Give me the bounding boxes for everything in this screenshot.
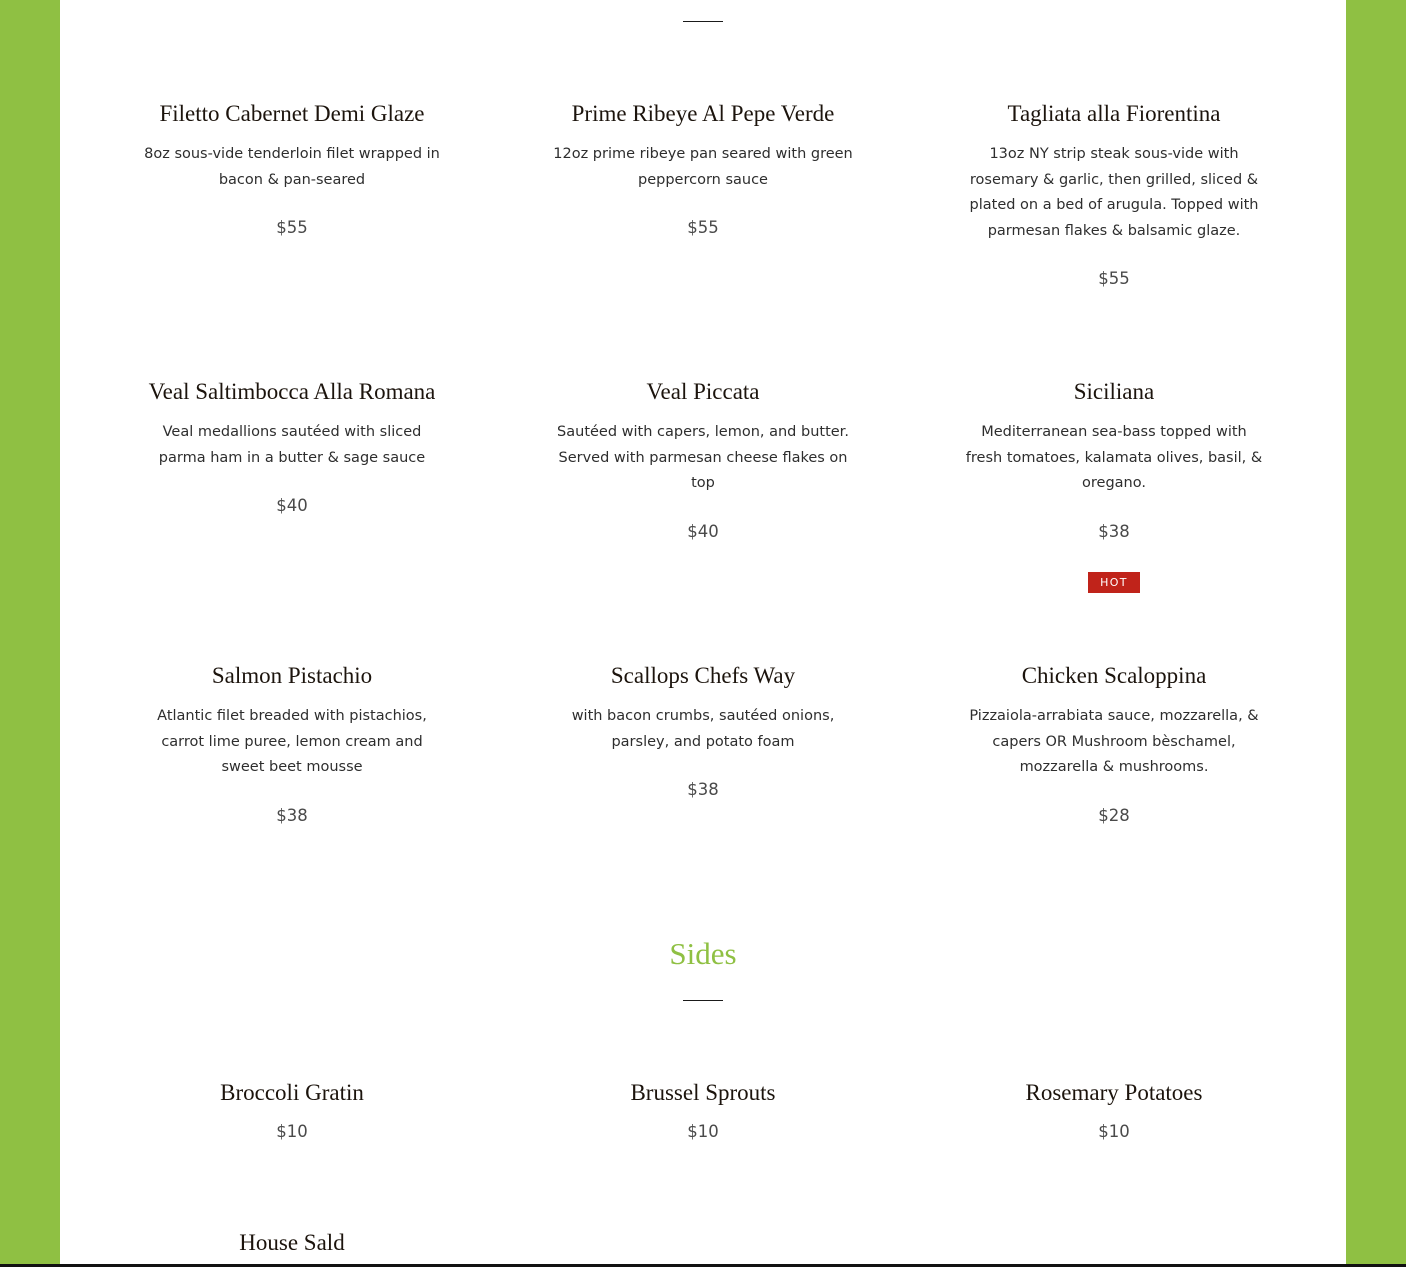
item-price: $55 [687,218,719,238]
item-name: Scallops Chefs Way [610,663,796,688]
item-description: Mediterranean sea-bass topped with fresh tomatoes, kalamata olives, basil, & oregano. [965,424,1263,492]
hot-badge: HOT [1088,572,1140,593]
item-price: $38 [276,805,308,825]
item-name: Brussel Sprouts [630,1080,776,1105]
item-name: Veal Piccata [646,379,760,404]
menu-item [954,662,1274,827]
item-price: $55 [1098,269,1130,289]
item-name: Tagliata alla Fiorentina [1007,101,1221,126]
item-description: Atlantic filet breaded with pistachios, carrot lime puree, lemon cream and sweet beet mousse [157,708,427,776]
item-description: Veal medallions sautéed with sliced parma ham in a butter & sage sauce [158,424,426,466]
item-name: Filetto Cabernet Demi Glaze [159,101,425,126]
item-price: $38 [687,780,719,800]
menu-item [543,1079,863,1143]
section-title-sides: Sides [669,936,737,971]
item-name: Broccoli Gratin [220,1080,364,1105]
section-divider [683,1000,723,1001]
menu-item [132,378,452,517]
item-price: $40 [687,521,719,541]
menu-item [543,378,863,543]
item-description: 12oz prime ribeye pan seared with green peppercorn sauce [553,146,853,188]
menu-item [132,100,452,239]
item-price: $38 [1098,521,1130,541]
item-description: Sautéed with capers, lemon, and butter. Served with parmesan cheese flakes on top [557,424,849,492]
item-name: Prime Ribeye Al Pepe Verde [571,101,835,126]
item-description: with bacon crumbs, sautéed onions, parsley, and potato foam [571,708,835,750]
item-price: $10 [687,1122,719,1141]
item-name: Chicken Scaloppina [1021,663,1207,688]
menu-item [132,1229,452,1257]
item-description: Pizzaiola-arrabiata sauce, mozzarella, & capers OR Mushroom bèschamel, mozzarella & mushrooms. [969,708,1259,776]
menu-item [954,100,1274,290]
menu-item [954,1079,1274,1143]
section-divider [683,21,723,22]
item-price: $40 [276,496,308,516]
item-price: $10 [1098,1122,1130,1141]
item-name: Veal Saltimbocca Alla Romana [148,379,436,404]
item-name: Rosemary Potatoes [1025,1080,1203,1105]
item-description: 8oz sous-vide tenderloin filet wrapped in bacon & pan-seared [144,146,440,188]
menu-item [543,662,863,801]
item-price: $55 [276,218,308,238]
item-name: Salmon Pistachio [211,663,373,688]
menu-item [132,1079,452,1143]
menu-panel [60,0,1346,1264]
item-price: $28 [1098,805,1130,825]
item-price: $10 [276,1122,308,1141]
item-description: 13oz NY strip steak sous-vide with rosemary & garlic, then grilled, sliced & plated on a bed of arugula. Topped with parmesan flakes & balsamic glaze. [969,146,1259,239]
item-name: Siciliana [1073,379,1155,404]
menu-item [543,100,863,239]
menu-item [954,378,1274,593]
item-name: House Sald [239,1230,345,1255]
menu-item [132,662,452,827]
